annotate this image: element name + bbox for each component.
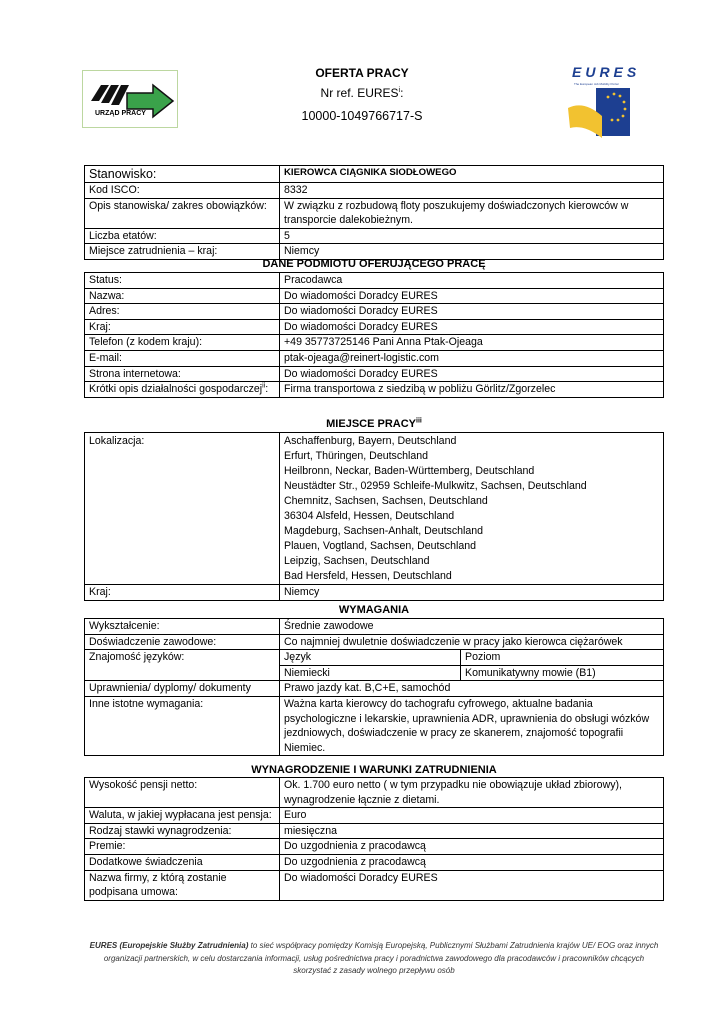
table-row (85, 696, 664, 755)
location-item: Erfurt, Thüringen, Deutschland (284, 450, 429, 462)
location-item: Bad Hersfeld, Hessen, Deutschland (284, 570, 452, 582)
employer-table (84, 272, 664, 398)
table-row (85, 681, 664, 697)
jezyk-value: Niemiecki (280, 665, 461, 680)
eures-logo (562, 62, 641, 142)
opis-dzialalnosci-value: Firma transportowa z siedzibą w pobliżu Görlitz/Zgorzelec (280, 382, 664, 398)
table-row (85, 634, 664, 650)
salary-field-label: Waluta, w jakiej wypłacana jest pensja: (85, 808, 280, 824)
salary-field-label: Rodzaj stawki wynagrodzenia: (85, 823, 280, 839)
salary-field-value: Do uzgodnienia z pracodawcą (280, 839, 664, 855)
urzad-pracy-logo-text: URZĄD PRACY (95, 110, 146, 117)
eures-logo-text: EURES (572, 64, 641, 80)
salary-section-title: WYNAGRODZENIE I WARUNKI ZATRUDNIENIA (251, 764, 497, 776)
salary-table (84, 777, 664, 901)
employer-field-value: +49 35773725146 Pani Anna Ptak-Ojeaga (280, 335, 664, 351)
doswiadczenie-label: Doświadczenie zawodowe: (85, 634, 280, 650)
location-list (280, 433, 664, 585)
languages-table (280, 650, 663, 680)
uprawnienia-value: Prawo jazdy kat. B,C+E, samochód (280, 681, 664, 697)
employer-field-value: ptak-ojeaga@reinert-logistic.com (280, 350, 664, 366)
position-table (84, 165, 664, 260)
stanowisko-value: KIEROWCA CIĄGNIKA SIODŁOWEGO (280, 166, 664, 183)
location-item: 36304 Alsfeld, Hessen, Deutschland (284, 510, 455, 522)
employer-field-value: Pracodawca (280, 273, 664, 289)
salary-field-value: Ok. 1.700 euro netto ( w tym przypadku nie obowiązuje układ zbiorowy), wynagrodzenie łącznie z dietami. (280, 778, 664, 808)
kraj-label: Kraj: (85, 585, 280, 601)
requirements-section-title: WYMAGANIA (338, 604, 410, 616)
salary-field-label: Wysokość pensji netto: (85, 778, 280, 808)
table-row (85, 854, 664, 870)
workplace-table (84, 432, 664, 601)
table-row (85, 166, 664, 183)
salary-field-label: Nazwa firmy, z którą zostanie podpisana umowa: (85, 870, 280, 900)
stanowisko-label: Stanowisko: (85, 166, 280, 183)
salary-field-label: Premie: (85, 839, 280, 855)
salary-field-label: Dodatkowe świadczenia (85, 854, 280, 870)
requirements-table (84, 618, 664, 756)
uprawnienia-label: Uprawnienia/ dyplomy/ dokumenty (85, 681, 280, 697)
table-row (85, 585, 664, 601)
isco-label: Kod ISCO: (85, 183, 280, 199)
employer-field-label: Nazwa: (85, 288, 280, 304)
wyksztalcenie-value: Średnie zawodowe (280, 619, 664, 635)
salary-field-value: Do uzgodnienia z pracodawcą (280, 854, 664, 870)
eures-logo-tagline: The European Job Mobility Portal (574, 82, 619, 86)
table-row (85, 335, 664, 351)
table-row (85, 319, 664, 335)
opis-stanowiska-value: W związku z rozbudową floty poszukujemy doświadczonych kierowców w transporcie dalekobieżnym. (280, 198, 664, 228)
footer-note: EURES (Europejskie Służby Zatrudnienia) to sieć współpracy pomiędzy Komisją Europejską, Publicznymi Służbami Zatrudnienia krajów UE/ EOG oraz innych organizacji partnerskich, w celu dostarczania informacji, usług pośrednictwa pracy i poradnictwa zawodowego dla pracodawców i pracowników chcących skorzystać z zasady wolnego przepływu osób (89, 941, 659, 975)
table-row (85, 288, 664, 304)
salary-field-value: Do wiadomości Doradcy EURES (280, 870, 664, 900)
poziom-value: Komunikatywny mowie (B1) (461, 665, 664, 680)
employer-field-label: E-mail: (85, 350, 280, 366)
table-row (85, 304, 664, 320)
table-row (85, 650, 664, 681)
table-row (85, 839, 664, 855)
location-item: Leipzig, Sachsen, Deutschland (284, 555, 430, 567)
isco-value: 8332 (280, 183, 664, 199)
jezyk-header: Język (284, 651, 312, 664)
table-row (85, 350, 664, 366)
page-title: OFERTA PRACY (315, 66, 409, 80)
table-row (85, 433, 664, 585)
urzad-pracy-logo (82, 70, 178, 128)
salary-field-value: miesięczna (280, 823, 664, 839)
kraj-value: Niemcy (280, 585, 664, 601)
employer-field-label: Telefon (z kodem kraju): (85, 335, 280, 351)
employer-field-label: Adres: (85, 304, 280, 320)
employer-section-title: DANE PODMIOTU OFERUJĄCEGO PRACĘ (262, 258, 486, 270)
table-row (85, 619, 664, 635)
location-item: Plauen, Vogtland, Sachsen, Deutschland (284, 540, 477, 552)
employer-field-value: Do wiadomości Doradcy EURES (280, 319, 664, 335)
table-row (85, 273, 664, 289)
table-row (85, 228, 664, 244)
employer-field-label: Status: (85, 273, 280, 289)
location-item: Heilbronn, Neckar, Baden-Württemberg, Deutschland (284, 465, 535, 477)
location-item: Chemnitz, Sachsen, Sachsen, Deutschland (284, 495, 488, 507)
miejsce-zatrudnienia-label: Miejsce zatrudnienia – kraj: (85, 244, 280, 260)
wyksztalcenie-label: Wykształcenie: (85, 619, 280, 635)
liczba-etatow-value: 5 (280, 228, 664, 244)
table-row (85, 808, 664, 824)
employer-field-label: Kraj: (85, 319, 280, 335)
workplace-section-title: MIEJSCE PRACY$^{iii}$ (326, 417, 422, 430)
miejsce-zatrudnienia-value: Niemcy (280, 244, 664, 260)
poziom-header: Poziom (461, 650, 664, 665)
languages-cell (280, 650, 664, 681)
table-row (85, 823, 664, 839)
jezyki-label: Znajomość języków: (85, 650, 280, 681)
table-row (85, 183, 664, 199)
employer-field-value: Do wiadomości Doradcy EURES (280, 366, 664, 382)
table-row (85, 778, 664, 808)
reference-number: 10000-1049766717-S (301, 109, 423, 123)
salary-field-value: Euro (280, 808, 664, 824)
inne-wymagania-label: Inne istotne wymagania: (85, 696, 280, 755)
reference-label: Nr ref. EURES$^i$: (320, 86, 404, 100)
location-item: Neustädter Str., 02959 Schleife-Mulkwitz, Sachsen, Deutschland (284, 480, 587, 492)
inne-wymagania-value: Ważna karta kierowcy do tachografu cyfrowego, aktualne badania psychologiczne i lekarskie, uprawnienia ADR, uprawnienia do obsługi wózków jezdniowych, doświadczenie w pracy ze skanerem, znajomość topografii Niemiec. (280, 696, 664, 755)
doswiadczenie-value: Co najmniej dwuletnie doświadczenie w pracy jako kierowca ciężarówek (280, 634, 664, 650)
location-item: Aschaffenburg, Bayern, Deutschland (284, 435, 457, 447)
opis-stanowiska-label: Opis stanowiska/ zakres obowiązków: (85, 198, 280, 228)
table-row (85, 382, 664, 398)
employer-field-value: Do wiadomości Doradcy EURES (280, 288, 664, 304)
lokalizacja-label: Lokalizacja: (85, 433, 280, 585)
employer-field-value: Do wiadomości Doradcy EURES (280, 304, 664, 320)
table-row (85, 198, 664, 228)
location-item: Magdeburg, Sachsen-Anhalt, Deutschland (284, 525, 484, 537)
employer-field-label: Strona internetowa: (85, 366, 280, 382)
table-row (85, 366, 664, 382)
table-row (85, 870, 664, 900)
liczba-etatow-label: Liczba etatów: (85, 228, 280, 244)
opis-dzialalnosci-label: Krótki opis działalności gospodarczej$^{ii}$: (85, 382, 280, 398)
